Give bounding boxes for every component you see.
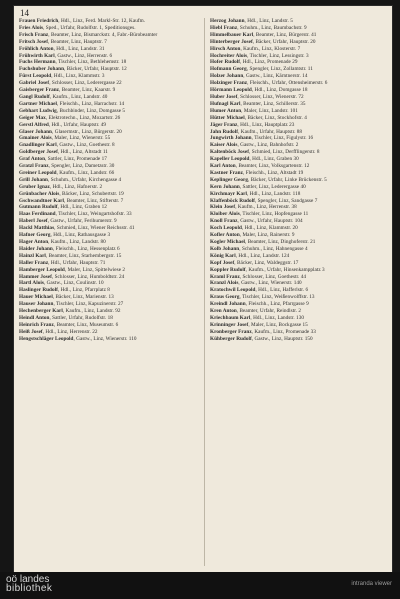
directory-entry: Kogler Michael, Beamter, Linz, Dinghoferstr. 21 — [210, 239, 316, 245]
entry-details: Kaufm., Urfahr, Hinsenkampplatz 3 — [248, 266, 325, 273]
entry-name: Hufnagl Karl — [210, 100, 241, 107]
directory-entry: Hauser Johann, Tischler, Linz, Kapuzinerstr. 27 — [19, 301, 124, 308]
entry-name: Krinninger Josef — [210, 321, 249, 328]
entry-details: Beamter, Linz, Kaarstr. 9 — [61, 87, 116, 94]
entry-details: Maler, Linz, Rainerstr. 9 — [242, 232, 295, 239]
directory-entry: Kern Johann, Sattler, Linz, Lederergasse 40 — [210, 183, 306, 190]
entry-name: Kranzl Alois — [210, 280, 239, 287]
entry-name: Hochreiter Alois — [210, 52, 248, 59]
entry-details: Buchbinder, Linz, Domgasse 5 — [59, 107, 126, 114]
directory-entry: Humer Anton, Maler, Linz, Landstr. 101 — [210, 107, 298, 114]
directory-entry: Frisch Franz, Beamter, Linz, Bismarckstr. 4, Fabr.-Bürobeamter — [19, 31, 158, 38]
entry-details: Hdl., Linz, Altstadt 11 — [60, 149, 108, 156]
entry-name: Hirsch Anton — [210, 45, 241, 52]
entry-details: Hdl., Linz, Herrenstr. 22 — [45, 328, 98, 335]
entry-name: Holzinger Franz — [210, 80, 248, 87]
directory-entry: Kreindl Johann, Fleischh., Linz, Pfarrgasse 9 — [210, 301, 309, 308]
entry-name: Geiger Max — [19, 114, 46, 121]
entry-name: Kern Johann — [210, 183, 240, 190]
directory-entry: Gruber Ignaz, Hdl., Linz, Hafnerstr. 2 — [19, 183, 103, 190]
entry-name: Grill Johann — [19, 176, 48, 183]
directory-entry: Kloiber Alois, Tischler, Linz, Hopfengasse 11 — [210, 211, 309, 218]
left-column — [19, 18, 199, 343]
directory-entry: Hufnagl Karl, Beamter, Linz, Schillerstr. 35 — [210, 100, 306, 107]
entry-name: Grünbacher Alois — [19, 190, 60, 197]
entry-name: Jäger Franz — [210, 121, 238, 128]
directory-entry: Koppler Rudolf, Kaufm., Urfahr, Hinsenkampplatz 3 — [210, 266, 325, 273]
directory-entry: Gmainer Alois, Maler, Linz, Wienerstr. 55 — [19, 135, 111, 142]
directory-entry: Hofmann Georg, Spengler, Linz, Zollamtstr. 11 — [210, 66, 313, 73]
entry-details: Hdl., Linz, Klammstr. 20 — [244, 225, 298, 232]
directory-entry: Karl Anton, Beamter, Linz, Volksgartenstr. 12 — [210, 163, 310, 170]
entry-name: Graf Anton — [19, 156, 46, 163]
entry-details: Hdl., Linz, Hauptplatz 23 — [240, 121, 295, 128]
entry-details: Sped., Urfahr, Rudolfstr. 1, Speditionsges. — [45, 24, 136, 31]
entry-name: Hafner Georg — [19, 232, 51, 239]
entry-name: Gerstl Alfred — [19, 121, 49, 128]
directory-entry: Heindl Anton, Sattler, Urfahr, Rudolfstr. 18 — [19, 314, 113, 321]
entry-details: Hdl., Linz, Landstr. 31 — [56, 45, 105, 52]
entry-name: Haberl Josef — [19, 218, 48, 225]
library-logo[interactable] — [6, 575, 52, 593]
entry-name: Fürst Leopold — [19, 73, 52, 80]
entry-details: Bäcker, Linz, Waldeggstr. 17 — [236, 259, 299, 266]
entry-details: Gastw., Linz, Wienerstr. 140 — [241, 280, 302, 287]
entry-details: Schlosser, Linz, Lederergasse 22 — [51, 80, 122, 87]
directory-entry: Gebhart Ludwig, Buchbinder, Linz, Domgasse 5 — [19, 107, 126, 114]
right-column — [210, 18, 390, 343]
entry-details: Tischler, Linz, Lessingstr. 3 — [249, 52, 309, 59]
entry-details: Hdl., Linz, Graben 12 — [60, 204, 107, 211]
entry-name: Kraml Franz — [210, 273, 240, 280]
directory-entry: Haas Ferdinand, Tischler, Linz, Weingartshofstr. 33 — [19, 211, 132, 218]
directory-entry: Kopf Josef, Bäcker, Linz, Waldeggstr. 17 — [210, 259, 299, 266]
entry-name: Goldberger Josef — [19, 149, 58, 156]
entry-name: Kreindl Johann — [210, 301, 246, 308]
directory-entry: Gangl Rudolf, Kaufm., Linz, Landstr. 40 — [19, 93, 108, 100]
directory-entry: Haider Johann, Fleischh., Linz, Hessenplatz 6 — [19, 245, 120, 252]
entry-details: Gastw., Linz, Goethestr. 8 — [59, 142, 115, 149]
directory-entry: Hartl Alois, Gastw., Linz, Coulinstr. 10 — [19, 280, 104, 287]
directory-entry: Kronberger Franz, Kaufm., Linz, Promenade 33 — [210, 328, 316, 335]
directory-entry: Frühwirth Karl, Gastw., Linz, Herrenstr. 6 — [19, 52, 113, 59]
directory-entry: Haslinger Rudolf, Hdl., Linz, Pfarrplatz 8 — [19, 287, 110, 294]
entry-name: Hofmann Georg — [210, 66, 247, 73]
entry-name: Jungwirth Johann — [210, 135, 252, 142]
entry-name: Koch Leopold — [210, 225, 242, 232]
entry-details: Maler, Linz, Spittelwiese 2 — [67, 266, 126, 273]
entry-details: Maler, Linz, Bockgasse 15 — [251, 321, 308, 328]
directory-entry: Hirsch Anton, Kaufm., Linz, Klosterstr. 7 — [210, 45, 301, 52]
directory-entry: Himmelbauer Karl, Beamter, Linz, Bürgerstr. 41 — [210, 31, 317, 38]
entry-name: Heindl Anton — [19, 314, 50, 321]
entry-details: Kaufm., Linz, Landstr. 40 — [52, 93, 108, 100]
directory-entry: Fuchshuber Johann, Bäcker, Urfahr, Hauptstr. 12 — [19, 66, 127, 73]
entry-details: Kaufm., Linz, Herrenstr. 38 — [237, 204, 297, 211]
entry-details: Beamter, Linz, Dinghoferstr. 21 — [247, 239, 316, 245]
entry-details: Glasermstr., Linz, Bürgerstr. 20 — [54, 128, 122, 135]
entry-details: Fleischh., Urfahr, Ottensheimerstr. 6 — [249, 80, 328, 87]
directory-entry: Keplinger Georg, Bäcker, Urfahr, Linke Brückenstr. 5 — [210, 176, 327, 183]
viewer-label[interactable]: intranda viewer — [351, 581, 392, 587]
entry-details: Spengler, Linz, Zollamtstr. 11 — [249, 66, 313, 73]
directory-entry: Hammer Josef, Schlosser, Linz, Humboldtstr. 24 — [19, 273, 125, 280]
directory-entry: Jäger Franz, Hdl., Linz, Hauptplatz 23 — [210, 121, 295, 128]
entry-name: Knoll Franz — [210, 218, 238, 225]
entry-name: Haider Johann — [19, 245, 53, 252]
entry-details: Beamter, Linz, Volksgartenstr. 12 — [238, 163, 310, 170]
entry-name: Gruber Ignaz — [19, 183, 50, 190]
entry-name: Gabriel Josef — [19, 80, 50, 87]
entry-name: Klein Josef — [210, 204, 236, 211]
entry-name: Hiebl Franz — [210, 24, 238, 31]
entry-details: Kaufm., Linz, Landstr. 80 — [50, 239, 106, 245]
entry-details: Schuhm., Linz, Hahnengasse 4 — [241, 245, 308, 252]
directory-entry: Hengstschläger Leopold, Gastw., Linz, Wienerstr. 110 — [19, 335, 137, 342]
entry-name: Kronberger Franz — [210, 328, 252, 335]
entry-name: Keplinger Georg — [210, 176, 248, 183]
entry-details: Tischler, Linz, Weißenwolffstr. 13 — [242, 294, 315, 301]
directory-entry: Gaisberger Franz, Beamter, Linz, Kaarstr. 9 — [19, 87, 116, 94]
directory-entry: Krinninger Josef, Maler, Linz, Bockgasse 15 — [210, 321, 308, 328]
directory-entry: Glaser Johann, Glasermstr., Linz, Bürgerstr. 20 — [19, 128, 122, 135]
entry-name: Kloiber Alois — [210, 211, 240, 218]
directory-entry: Fritsch Josef, Beamter, Linz, Hauptstr. 7 — [19, 38, 107, 45]
directory-entry: König Karl, Hdl., Linz, Landstr. 124 — [210, 252, 290, 259]
entry-details: Bäcker, Linz, Marienstr. 13 — [55, 294, 114, 301]
entry-name: Hechenberger Karl — [19, 308, 63, 315]
directory-entry: Grünbacher Alois, Bäcker, Linz, Schubertstr. 19 — [19, 190, 124, 197]
directory-entry: Gnadlinger Karl, Gastw., Linz, Goethestr. 8 — [19, 142, 115, 149]
entry-details: Beamter, Linz, Bürgerstr. 41 — [255, 31, 317, 38]
entry-name: Karl Anton — [210, 163, 236, 170]
directory-entry: Hackl Matthias, Schmied, Linz, Wiener Reichsstr. 41 — [19, 225, 135, 232]
entry-details: Tischler, Linz, Bethlehemstr. 18 — [58, 59, 127, 66]
directory-entry: Herzog Johann, Hdl., Linz, Landstr. 5 — [210, 18, 293, 24]
directory-entry: Kühberger Rudolf, Gastw., Linz, Hauptstr. 150 — [210, 335, 313, 342]
directory-entry: Huber Josef, Schlosser, Linz, Wienerstr. 72 — [210, 93, 304, 100]
entry-details: Kaufm., Linz, Klosterstr. 7 — [243, 45, 301, 52]
directory-entry: Grill Johann, Schuhm., Urfahr, Kirchengasse 4 — [19, 176, 122, 183]
entry-details: Beamter, Linz, Bismarckstr. 4, Fabr.-Bürobeamter — [50, 31, 158, 38]
entry-name: Kren Anton — [210, 308, 237, 315]
entry-details: Hdl., Linz, Landstr. 118 — [249, 190, 301, 197]
entry-name: Hager Anton — [19, 239, 49, 245]
directory-entry: Hütter Michael, Bäcker, Linz, Stockhofstr. 4 — [210, 114, 307, 121]
entry-details: Hdl., Linz, Promenade 29 — [242, 59, 298, 66]
directory-entry: Hofer Rudolf, Hdl., Linz, Promenade 29 — [210, 59, 298, 66]
entry-details: Hdl., Linz, Hafnerstr. 2 — [52, 183, 103, 190]
document-page — [14, 6, 392, 572]
directory-entry: Fürst Leopold, Hdl., Linz, Klammstr. 3 — [19, 73, 105, 80]
directory-entry: Graf Anton, Sattler, Linz, Promenade 17 — [19, 156, 107, 163]
entry-name: Heinrich Franz — [19, 321, 54, 328]
entry-name: Frauen Friedrich — [19, 18, 59, 24]
directory-entry: Kofler Anton, Maler, Linz, Rainerstr. 9 — [210, 232, 295, 239]
directory-entry: Kastner Franz, Fleischh., Linz, Altstadt 19 — [210, 169, 304, 176]
directory-entry: Fuchs Hermann, Tischler, Linz, Bethlehemstr. 18 — [19, 59, 127, 66]
entry-name: Kirchmayr Karl — [210, 190, 247, 197]
entry-details: Fleischh., Linz, Altstadt 19 — [245, 169, 304, 176]
entry-name: Hütter Michael — [210, 114, 245, 121]
entry-details: Schuhm., Linz, Baumbachstr. 9 — [239, 24, 307, 31]
entry-details: Beamter, Linz, Museumstr. 6 — [56, 321, 119, 328]
entry-details: Schlosser, Linz, Goethestr. 44 — [242, 273, 307, 280]
directory-entry: Goldberger Josef, Hdl., Linz, Altstadt 11 — [19, 149, 108, 156]
viewer-footer — [0, 572, 400, 599]
entry-details: Beamter, Linz, Schillerstr. 35 — [243, 100, 306, 107]
directory-entry: Kratochwil Leopold, Hdl., Linz, Hafferlstr. 6 — [210, 287, 309, 294]
entry-name: Kratochwil Leopold — [210, 287, 256, 294]
directory-entry: Gartner Michael, Fleischh., Linz, Harrachstr. 14 — [19, 100, 125, 107]
entry-details: Fleischh., Linz, Pfarrgasse 9 — [248, 301, 309, 308]
directory-entry: Kren Anton, Beamter, Urfahr, Reindlstr. 2 — [210, 308, 302, 315]
entry-details: Elektrotechn., Linz, Mozartstr. 26 — [48, 114, 121, 121]
entry-details: Bäcker, Linz, Schubertstr. 19 — [62, 190, 124, 197]
directory-entry: Koch Leopold, Hdl., Linz, Klammstr. 20 — [210, 225, 298, 232]
entry-name: Haslinger Rudolf — [19, 287, 58, 294]
entry-name: Gebhart Ludwig — [19, 107, 57, 114]
entry-details: Gastw., Linz, Wienerstr. 110 — [76, 335, 137, 342]
entry-name: Haas Ferdinand — [19, 211, 56, 218]
entry-name: Gutmann Rudolf — [19, 204, 58, 211]
entry-details: Hdl., Linz, Landstr. 130 — [253, 314, 304, 321]
logo-line-2: bibliothek — [6, 583, 53, 594]
directory-entry: Gutmann Rudolf, Hdl., Linz, Graben 12 — [19, 204, 107, 211]
directory-entry: Hauer Michael, Bäcker, Linz, Marienstr. 13 — [19, 294, 114, 301]
entry-name: Klaffenböck Rudolf — [210, 197, 255, 204]
entry-name: Koppler Rudolf — [210, 266, 246, 273]
entry-name: Kogler Michael — [210, 239, 246, 245]
directory-entry: Haberl Josef, Gastw., Urfahr, Ferihumerstr. 9 — [19, 218, 117, 225]
entry-name: Gratzl Franz — [19, 163, 49, 170]
directory-entry: Gschwandtner Karl, Beamter, Linz, Stifterstr. 7 — [19, 197, 124, 204]
directory-entry: Hamberger Leopold, Maler, Linz, Spittelwiese 2 — [19, 266, 126, 273]
entry-name: Holzer Johann — [210, 73, 244, 80]
entry-details: Kaufm., Linz, Landstr. 66 — [59, 169, 115, 176]
directory-entry: Hiebl Franz, Schuhm., Linz, Baumbachstr. 9 — [210, 24, 307, 31]
directory-entry: Greiner Leopold, Kaufm., Linz, Landstr. 66 — [19, 169, 115, 176]
entry-details: Fleischh., Linz, Harrachstr. 14 — [59, 100, 125, 107]
entry-details: Hdl., Linz, Hafferlstr. 6 — [258, 287, 309, 294]
entry-details: Schlosser, Linz, Wienerstr. 72 — [240, 93, 304, 100]
directory-entry: Kraus Georg, Tischler, Linz, Weißenwolffstr. 13 — [210, 294, 315, 301]
entry-name: Hauer Michael — [19, 294, 53, 301]
entry-details: Hdl., Linz, Graben 30 — [252, 156, 299, 163]
entry-details: Spengler, Linz, Dametzstr. 30 — [51, 163, 115, 170]
entry-name: Gmainer Alois — [19, 135, 52, 142]
column-divider — [204, 18, 205, 566]
entry-details: Spengler, Linz, Sandgasse 7 — [257, 197, 318, 204]
directory-entry: Haller Franz, Hdl., Urfahr, Hauptstr. 71 — [19, 259, 106, 266]
entry-details: Kaufm., Linz, Landstr. 92 — [65, 308, 121, 315]
entry-details: Bäcker, Urfahr, Hauptstr. 12 — [66, 66, 127, 73]
directory-entry: Hafner Georg, Hdl., Linz, Rathausgasse 3 — [19, 232, 111, 239]
directory-entry: Hinterberger Josef, Bäcker, Urfahr, Hauptstr. 20 — [210, 38, 316, 45]
directory-entry: Knoll Franz, Gastw., Urfahr, Hauptstr. 104 — [210, 218, 303, 225]
entry-name: Fuchs Hermann — [19, 59, 56, 66]
directory-entry: Kaiser Alois, Gastw., Linz, Bahnhofstr. 2 — [210, 142, 299, 149]
entry-name: Kaiser Alois — [210, 142, 238, 149]
entry-details: Schuhm., Urfahr, Kirchengasse 4 — [50, 176, 122, 183]
entry-details: Gastw., Urfahr, Ferihumerstr. 9 — [50, 218, 117, 225]
entry-details: Gastw., Linz, Coulinstr. 10 — [46, 280, 104, 287]
directory-entry: Holzer Johann, Gastw., Linz, Kärntnerstr. 14 — [210, 73, 308, 80]
entry-name: Fries Alois — [19, 24, 44, 31]
entry-name: Hinterberger Josef — [210, 38, 253, 45]
directory-entry: Hörmann Leopold, Hdl., Linz, Domgasse 18 — [210, 87, 308, 94]
entry-name: Himmelbauer Karl — [210, 31, 254, 38]
directory-entry: Hochreiter Alois, Tischler, Linz, Lessingstr. 3 — [210, 52, 309, 59]
entry-details: Tischler, Linz, Figulystr. 16 — [254, 135, 314, 142]
directory-entry: Jungwirth Johann, Tischler, Linz, Figulystr. 16 — [210, 135, 314, 142]
entry-name: Herzog Johann — [210, 18, 245, 24]
entry-details: Kaufm., Linz, Promenade 33 — [254, 328, 316, 335]
entry-name: Kaltenböck Josef — [210, 149, 249, 156]
entry-details: Bäcker, Urfahr, Hauptstr. 20 — [255, 38, 316, 45]
entry-details: Hdl., Linz, Klammstr. 3 — [53, 73, 105, 80]
entry-name: Hörmann Leopold — [210, 87, 252, 94]
directory-entry: Kolb Johann, Schuhm., Linz, Hahnengasse 4 — [210, 245, 308, 252]
entry-details: Gastw., Linz, Herrenstr. 6 — [57, 52, 113, 59]
entry-details: Beamter, Urfahr, Reindlstr. 2 — [239, 308, 302, 315]
entry-name: Heiß Josef — [19, 328, 43, 335]
entry-name: Kapeller Leopold — [210, 156, 250, 163]
entry-name: Frisch Franz — [19, 31, 49, 38]
directory-entry: Jahn Rudolf, Kaufm., Urfahr, Hauptstr. 88 — [210, 128, 303, 135]
entry-name: Kraus Georg — [210, 294, 240, 301]
directory-entry: Kranzl Alois, Gastw., Linz, Wienerstr. 140 — [210, 280, 302, 287]
entry-name: Hartl Alois — [19, 280, 44, 287]
page-number: 14 — [20, 8, 29, 18]
entry-details: Beamter, Linz, Starhembergstr. 15 — [48, 252, 122, 259]
entry-name: Haller Franz — [19, 259, 49, 266]
directory-entry: Holzinger Franz, Fleischh., Urfahr, Ottensheimerstr. 6 — [210, 80, 328, 87]
entry-name: Hamberger Leopold — [19, 266, 65, 273]
entry-details: Tischler, Linz, Hopfengasse 11 — [242, 211, 309, 218]
entry-name: Glaser Johann — [19, 128, 52, 135]
entry-details: Kaufm., Urfahr, Hauptstr. 88 — [240, 128, 303, 135]
directory-entry: Gerstl Alfred, Hdl., Urfahr, Hauptstr. 49 — [19, 121, 107, 128]
entry-name: Gschwandtner Karl — [19, 197, 64, 204]
entry-name: Gangl Rudolf — [19, 93, 50, 100]
entry-details: Schmied, Linz, Wiener Reichsstr. 41 — [56, 225, 135, 232]
directory-entry: Frauen Friedrich, Hdl., Linz, Ferd. Markl-Str. 12, Kaufm. — [19, 18, 146, 24]
entry-name: Hauser Johann — [19, 301, 54, 308]
directory-entry: Gabriel Josef, Schlosser, Linz, Lederergasse 22 — [19, 80, 122, 87]
directory-entry: Heinrich Franz, Beamter, Linz, Museumstr. 6 — [19, 321, 119, 328]
entry-details: Maler, Linz, Wienerstr. 55 — [54, 135, 111, 142]
entry-details: Beamter, Linz, Stifterstr. 7 — [66, 197, 124, 204]
entry-details: Hdl., Linz, Domgasse 18 — [254, 87, 308, 94]
entry-name: König Karl — [210, 252, 236, 259]
entry-details: Gastw., Linz, Bahnhofstr. 2 — [240, 142, 299, 149]
entry-name: Hackl Matthias — [19, 225, 55, 232]
entry-name: Frühwirth Karl — [19, 52, 55, 59]
entry-details: Tischler, Linz, Weingartshofstr. 33 — [58, 211, 132, 218]
entry-details: Sattler, Linz, Promenade 17 — [47, 156, 107, 163]
entry-name: Huber Josef — [210, 93, 238, 100]
entry-name: Jahn Rudolf — [210, 128, 239, 135]
entry-details: Hdl., Linz, Rathausgasse 3 — [53, 232, 111, 239]
entry-name: Hammer Josef — [19, 273, 52, 280]
entry-details: Hdl., Urfahr, Hauptstr. 49 — [51, 121, 107, 128]
directory-entry: Klein Josef, Kaufm., Linz, Herrenstr. 38 — [210, 204, 297, 211]
entry-details: Gastw., Linz, Kärntnerstr. 14 — [245, 73, 308, 80]
entry-name: Fuchshuber Johann — [19, 66, 65, 73]
entry-details: Fleischh., Linz, Hessenplatz 6 — [55, 245, 120, 252]
directory-entry: Heiß Josef, Hdl., Linz, Herrenstr. 22 — [19, 328, 98, 335]
directory-entry: Kaltenböck Josef, Schmied, Linz, Derfflingerstr. 8 — [210, 149, 320, 156]
directory-entry: Gratzl Franz, Spengler, Linz, Dametzstr. 30 — [19, 163, 115, 170]
entry-details: Hdl., Linz, Landstr. 124 — [238, 252, 290, 259]
directory-entry: Fries Alois, Sped., Urfahr, Rudolfstr. 1, Speditionsges. — [19, 24, 136, 31]
logo-line-1: oö landes — [6, 574, 50, 585]
directory-entry: Geiger Max, Elektrotechn., Linz, Mozartstr. 26 — [19, 114, 121, 121]
directory-entry: Kirchmayr Karl, Hdl., Linz, Landstr. 118 — [210, 190, 301, 197]
entry-name: Greiner Leopold — [19, 169, 57, 176]
entry-details: Beamter, Linz, Hauptstr. 7 — [50, 38, 107, 45]
entry-name: Gnadlinger Karl — [19, 142, 57, 149]
entry-details: Maler, Linz, Landstr. 101 — [243, 107, 298, 114]
entry-details: Hdl., Urfahr, Hauptstr. 71 — [50, 259, 106, 266]
directory-entry: Hager Anton, Kaufm., Linz, Landstr. 80 — [19, 239, 106, 245]
directory-entry: Klaffenböck Rudolf, Spengler, Linz, Sandgasse 7 — [210, 197, 318, 204]
entry-details: Schmied, Linz, Derfflingerstr. 8 — [251, 149, 320, 156]
entry-name: Fröhlich Anton — [19, 45, 54, 52]
entry-name: Humer Anton — [210, 107, 242, 114]
directory-entry: Kriechbaum Karl, Hdl., Linz, Landstr. 130 — [210, 314, 304, 321]
directory-entry: Fröhlich Anton, Hdl., Linz, Landstr. 31 — [19, 45, 105, 52]
entry-name: Kopf Josef — [210, 259, 235, 266]
entry-details: Gastw., Urfahr, Hauptstr. 104 — [240, 218, 303, 225]
directory-entry: Hechenberger Karl, Kaufm., Linz, Landstr. 92 — [19, 308, 121, 315]
entry-details: Sattler, Linz, Lederergasse 40 — [242, 183, 306, 190]
directory-entry: Kapeller Leopold, Hdl., Linz, Graben 30 — [210, 156, 299, 163]
entry-details: Gastw., Linz, Hauptstr. 150 — [254, 335, 313, 342]
entry-name: Kastner Franz — [210, 169, 243, 176]
entry-name: Gartner Michael — [19, 100, 57, 107]
entry-details: Schlosser, Linz, Humboldtstr. 24 — [54, 273, 125, 280]
entry-details: Hdl., Linz, Ferd. Markl-Str. 12, Kaufm. — [60, 18, 146, 24]
entry-details: Sattler, Urfahr, Rudolfstr. 18 — [52, 314, 113, 321]
entry-name: Kofler Anton — [210, 232, 240, 239]
entry-name: Kühberger Rudolf — [210, 335, 252, 342]
entry-details: Bäcker, Linz, Stockhofstr. 4 — [247, 114, 307, 121]
entry-details: Hdl., Linz, Landstr. 5 — [247, 18, 293, 24]
entry-details: Bäcker, Urfahr, Linke Brückenstr. 5 — [250, 176, 327, 183]
entry-name: Fritsch Josef — [19, 38, 49, 45]
entry-name: Hofer Rudolf — [210, 59, 241, 66]
entry-name: Gaisberger Franz — [19, 87, 60, 94]
directory-entry: Hainzl Karl, Beamter, Linz, Starhembergstr. 15 — [19, 252, 122, 259]
entry-details: Tischler, Linz, Kapuzinerstr. 27 — [56, 301, 124, 308]
entry-name: Hainzl Karl — [19, 252, 46, 259]
directory-entry: Kraml Franz, Schlosser, Linz, Goethestr. 44 — [210, 273, 307, 280]
entry-name: Kolb Johann — [210, 245, 240, 252]
entry-details: Hdl., Linz, Pfarrplatz 8 — [60, 287, 110, 294]
entry-name: Hengstschläger Leopold — [19, 335, 74, 342]
entry-name: Kriechbaum Karl — [210, 314, 251, 321]
